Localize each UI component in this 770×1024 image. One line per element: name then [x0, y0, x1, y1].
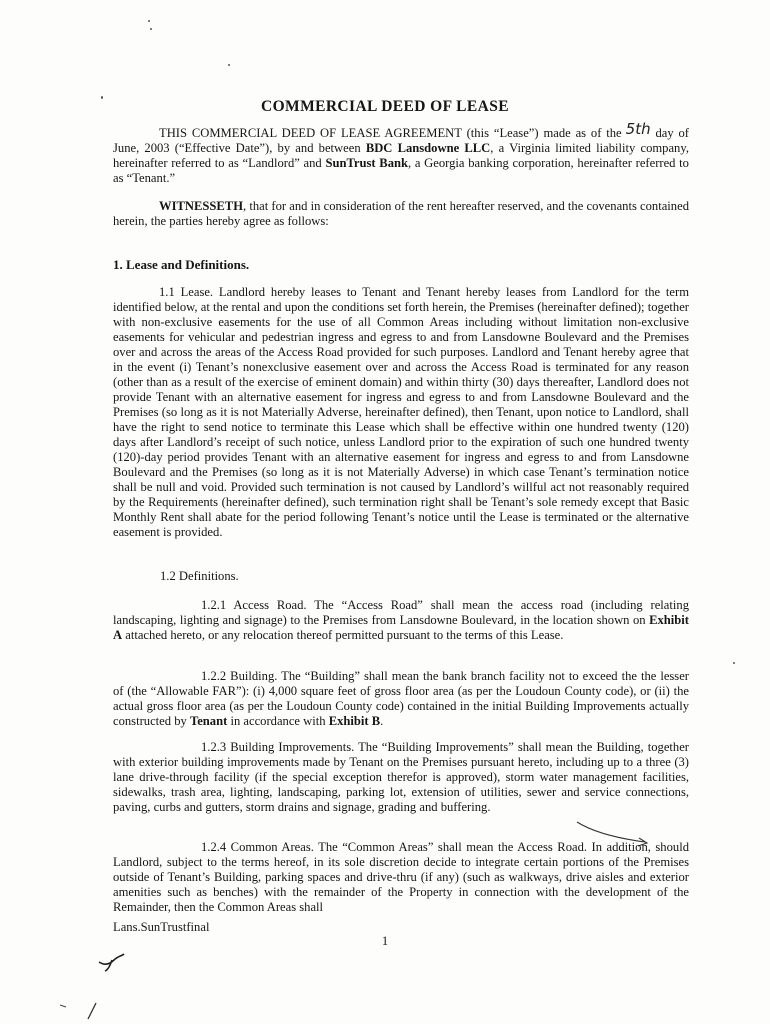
- section-1-2-3-paragraph: 1.2.3 Building Improvements. The “Building Improvements” shall mean the Building, together with exterior building improvements made by Tenant on the Premises pursuant hereto, including up to a three (3) lane drive-through facility (if the special exception therefor is approved), storm water management facilities, sidewalks, trash area, lighting, landscaping, parking lot, extension of utilities, sewer and service connections, paving, curbs and gutters, storm drains and signage, grading and buffering.: [113, 740, 689, 814]
- intro-text: THIS COMMERCIAL DEED OF LEASE AGREEMENT (this “Lease”) made as of the: [159, 126, 622, 140]
- exhibit-reference: Exhibit A: [113, 613, 689, 642]
- section-text: .: [380, 714, 384, 728]
- witnesseth-paragraph: [113, 199, 689, 229]
- section-1-2-4-paragraph: 1.2.4 Common Areas. The “Common Areas” shall mean the Access Road. In addition, should Landlord, subject to the terms hereof, in its sole discretion decide to integrate certain portions of the Premises outside of Tenant’s Building, parking spaces and drive-thru (if any) (such as walkways, drive aisles and exterior amenities such as benches) with the remainder of the Property in connection with the development of the Remainder, then the Common Areas shall: [113, 840, 689, 914]
- scan-speck: [228, 64, 230, 66]
- section-text: 1.2.1 Access Road. The “Access Road” shall mean the access road (including relating landscaping, lighting and signage) to the Premises from Lansdowne Boulevard, in the location shown on: [113, 598, 689, 627]
- witnesseth-text: , that for and in consideration of the rent hereafter reserved, and the covenants contained herein, the parties hereby agree as follows:: [113, 199, 689, 228]
- section-1-2-2-paragraph: [113, 669, 689, 729]
- witnesseth-lead: WITNESSETH: [159, 199, 243, 213]
- tenant-reference: Tenant: [189, 714, 228, 728]
- section-text: attached hereto, or any relocation thereof permitted pursuant to the terms of this Lease.: [122, 628, 564, 642]
- document-title: COMMERCIAL DEED OF LEASE: [260, 98, 509, 115]
- intro-text: day of June, 2003 (“Effective Date”), by and between: [113, 126, 689, 155]
- scan-speck: [150, 28, 152, 30]
- handwritten-initials-mark: [96, 950, 130, 972]
- scan-speck: [733, 662, 735, 664]
- section-text: 1.2.2 Building. The “Building” shall mean the bank branch facility not to exceed the the lesser of (the “Allowable FAR”): (i) 4,000 square feet of gross floor area (as per the Loudoun County code), or (ii) the actual gross floor area (as per the Loudoun County code) contained in the initial Building Improvements actually constructed by: [113, 669, 689, 728]
- intro-text: , a Virginia limited liability company, hereinafter referred to as “Landlord” and: [113, 141, 689, 170]
- section-text: in accordance with: [227, 714, 329, 728]
- scan-edge-marks: [56, 995, 116, 1023]
- page-number: 1: [381, 934, 389, 948]
- section-1-heading: 1. Lease and Definitions.: [113, 257, 250, 272]
- exhibit-reference: Exhibit B: [328, 714, 381, 728]
- landlord-name: BDC Lansdowne LLC: [365, 141, 491, 155]
- tenant-name: SunTrust Bank: [325, 156, 409, 170]
- scan-speck: [148, 20, 150, 22]
- footer-filename: Lans.SunTrustfinal: [113, 920, 210, 934]
- intro-text: , a Georgia banking corporation, hereinafter referred to as “Tenant.”: [113, 156, 689, 185]
- section-1-1-paragraph: 1.1 Lease. Landlord hereby leases to Tenant and Tenant hereby leases from Landlord for the term identified below, at the rental and upon the conditions set forth herein, the Premises (hereinafter defined); together with non-exclusive easements for the use of all Common Areas including without limitation non-exclusive easements for vehicular and pedestrian ingress and egress to and from Lansdowne Boulevard and the Premises over and across the areas of the Access Road provided for such purposes. Landlord and Tenant hereby agree that in the event (i) Tenant’s nonexclusive easement over and across the Access Road is terminated for any reason (other than as a result of the exercise of eminent domain) and within thirty (30) days thereafter, Landlord does not provide Tenant with an alternative easement for ingress and egress to and from Lansdowne Boulevard and the Premises (so long as it is not Materially Adverse, hereinafter defined), then Tenant, upon notice to Landlord, shall have the right to send notice to terminate this Lease which shall be effective within one hundred twenty (120) days after Landlord’s receipt of such notice, unless Landlord prior to the expiration of such one hundred twenty (120)-day period provides Tenant with an alternative easement for ingress and egress to and from Lansdowne Boulevard and the Premises (so long as it is not Materially Adverse) in which case Tenant’s termination notice shall be null and void. Provided such termination is not caused by Landlord’s willful act not reasonably required by the Requirements (hereinafter defined), such termination right shall be Tenant’s sole remedy except that Basic Monthly Rent shall abate for the period following Tenant’s notice until the Lease is terminated or the alternative easement is provided.: [113, 285, 689, 539]
- section-1-2-heading: 1.2 Definitions.: [160, 569, 239, 583]
- intro-paragraph: [113, 120, 689, 186]
- section-1-2-1-paragraph: [113, 598, 689, 643]
- handwritten-day: 5th: [625, 120, 651, 138]
